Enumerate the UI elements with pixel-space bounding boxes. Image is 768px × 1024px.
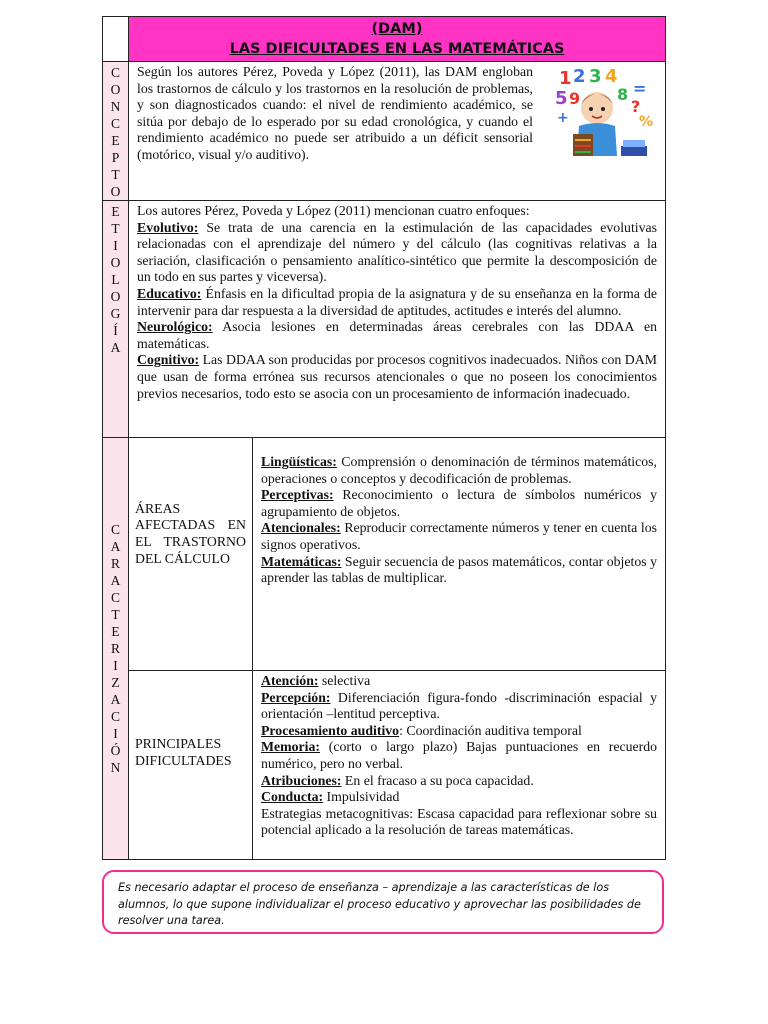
svg-text:%: % — [639, 114, 654, 130]
dificultad-term: Atención: — [261, 673, 319, 688]
side-letter: G — [110, 306, 121, 321]
area-item — [261, 487, 657, 520]
dificultad-item — [261, 673, 657, 690]
side-letter: A — [110, 539, 121, 554]
side-letter: Í — [113, 323, 118, 338]
concepto-cell — [129, 62, 666, 201]
dificultad-text: En el fracaso a su poca capacidad. — [341, 772, 534, 788]
dificultad-term: Procesamiento auditivo — [261, 722, 400, 738]
enfoque-item — [137, 352, 657, 402]
side-label-concepto — [103, 62, 129, 201]
side-letter: N — [110, 760, 121, 775]
area-term: Atencionales: — [261, 520, 341, 536]
dificultad-item — [261, 723, 657, 740]
dificultad-item — [261, 789, 657, 806]
side-letter: T — [111, 607, 120, 622]
side-letter: C — [110, 709, 120, 724]
side-letter: C — [110, 116, 120, 131]
side-letter: O — [110, 184, 121, 199]
dificultad-term: Conducta: — [261, 789, 324, 805]
side-letter: I — [113, 238, 118, 253]
side-letter: Z — [111, 675, 120, 690]
side-letter: A — [110, 573, 121, 588]
side-letter: O — [110, 255, 121, 270]
side-letter: N — [110, 99, 121, 114]
areas-cell — [253, 438, 666, 671]
dificultad-text: Diferenciación figura-fondo -discriminación espacial y orientación –lentitud perceptiva. — [261, 689, 657, 722]
enfoque-text: Se trata de una carencia en la estimulación de las capacidades evolutivas relacionadas con el aprendizaje del número y del cálculo (las cognitivas relativas a la seriación, clasificación o pensamiento analítico-sintético que permite la descomposición de un todo en sus partes y viceversa). — [137, 219, 657, 285]
area-item — [261, 520, 657, 553]
dificultad-text: Impulsividad — [323, 789, 400, 805]
dificultad-item — [261, 690, 657, 723]
enfoque-text: Las DDAA son producidas por procesos cognitivos inadecuados. Niños con DAM que usan de forma errónea sus recursos atencionales o que no poseen los conocimientos previos necesarios, todo esto se asocia con un procesamiento de información inadecuado. — [137, 352, 657, 401]
child-with-numbers-illustration — [551, 64, 655, 164]
areas-label-cell — [129, 438, 253, 671]
side-letter: O — [110, 289, 121, 304]
side-letter: E — [111, 204, 120, 219]
dificultad-text: (corto o largo plazo) Bajas puntuaciones en recuerdo numérico, pero no verbal. — [261, 739, 657, 771]
dificultades-label-cell — [129, 671, 253, 860]
areas-label: ÁREAS AFECTADAS EN EL TRASTORNO DEL CÁLCULO — [135, 500, 246, 566]
side-letter: R — [110, 641, 120, 656]
area-text: Reconocimiento o lectura de símbolos numéricos y agrupamiento de objetos. — [261, 487, 657, 519]
side-letter: L — [111, 272, 120, 287]
header-title-line2: LAS DIFICULTADES EN LAS MATEMÁTICAS — [229, 41, 565, 57]
enfoque-term: Evolutivo: — [137, 219, 199, 235]
side-label-caracterizacion — [103, 438, 129, 860]
side-label-etiologia — [103, 201, 129, 438]
svg-text:?: ? — [631, 97, 641, 116]
enfoque-term: Educativo: — [137, 285, 202, 301]
side-letter: I — [113, 726, 118, 741]
svg-text:3: 3 — [589, 66, 602, 87]
svg-text:9: 9 — [569, 89, 581, 108]
side-letter: R — [110, 556, 120, 571]
side-letter: C — [110, 590, 120, 605]
dificultad-item — [261, 806, 657, 839]
etiologia-intro: Los autores Pérez, Poveda y López (2011) mencionan cuatro enfoques: — [137, 203, 530, 218]
side-letter: O — [110, 82, 121, 97]
header-corner-cell — [103, 17, 129, 62]
enfoque-item — [137, 286, 657, 319]
enfoque-item — [137, 319, 657, 352]
svg-text:1: 1 — [559, 68, 572, 89]
svg-text:5: 5 — [555, 88, 568, 109]
svg-text:2: 2 — [573, 66, 586, 87]
side-letter: E — [111, 133, 120, 148]
concepto-text: Según los autores Pérez, Poveda y López (2011), las DAM engloban los trastornos de cálculo y los trastornos en la resolución de problemas, y son diagnosticados cuando: el nivel de rendimiento académico, se sitúa por debajo de lo esperado por su edad cronológica, y cuando el rendimiento académico no puede ser atribuido a un déficit sensorial (motórico, visual y/o auditivo). — [137, 64, 533, 162]
area-term: Perceptivas: — [261, 487, 334, 503]
enfoque-text: Énfasis en la dificultad propia de la asignatura y de su enseñanza en la forma de intervenir para dar respuesta a la diversidad de aptitudes, actitudes e interés del alumno. — [137, 285, 657, 318]
dificultades-label: PRINCIPALES DIFICULTADES — [135, 736, 232, 768]
dificultad-item — [261, 773, 657, 790]
svg-text:8: 8 — [617, 85, 629, 104]
side-letter: P — [111, 150, 120, 165]
area-term: Matemáticas: — [261, 553, 342, 569]
side-letter: C — [110, 522, 120, 537]
area-text: Seguir secuencia de pasos matemáticos, contar objetos y aprender las tablas de multiplicar. — [261, 553, 657, 586]
conclusion-note: Es necesario adaptar el proceso de enseñanza – aprendizaje a las características de los alumnos, lo que supone individualizar el proceso educativo y aprovechar las posibilidades de resolver una tarea. — [102, 870, 664, 934]
area-item — [261, 454, 657, 487]
etiologia-cell — [129, 201, 666, 438]
header-title — [129, 17, 666, 62]
side-letter: T — [111, 221, 120, 236]
dam-summary-table — [102, 16, 666, 860]
dificultad-text: selectiva — [318, 673, 371, 688]
side-letter: A — [110, 692, 121, 707]
enfoque-item — [137, 220, 657, 286]
area-term: Lingüísticas: — [261, 454, 337, 469]
dificultades-cell — [253, 671, 666, 860]
side-letter: T — [111, 167, 120, 182]
side-letter: E — [111, 624, 120, 639]
side-letter: C — [110, 65, 120, 80]
dificultad-text: Estrategias metacognitivas: Escasa capacidad para reflexionar sobre su potencial aplicado a la resolución de tareas matemáticas. — [261, 805, 657, 838]
side-letter: A — [110, 340, 121, 355]
svg-text:+: + — [557, 110, 569, 126]
svg-text:4: 4 — [605, 66, 618, 87]
svg-text:=: = — [633, 79, 647, 98]
side-letter: Ó — [110, 743, 121, 758]
dificultad-term: Atribuciones: — [261, 772, 342, 788]
dificultad-term: Percepción: — [261, 689, 331, 705]
area-text: Reproducir correctamente números y tener en cuenta los signos operativos. — [261, 520, 657, 552]
area-item — [261, 554, 657, 587]
enfoque-text: Asocia lesiones en determinadas áreas cerebrales con las DDAA en matemáticas. — [137, 319, 657, 351]
area-text: Comprensión o denominación de términos matemáticos, operaciones o conceptos y decodificación de problemas. — [261, 454, 657, 486]
header-title-line1: (DAM) — [371, 21, 423, 37]
dificultad-text: : Coordinación auditiva temporal — [399, 722, 582, 738]
enfoque-term: Neurológico: — [137, 319, 213, 335]
dificultad-term: Memoria: — [261, 739, 320, 755]
enfoque-term: Cognitivo: — [137, 352, 200, 368]
dificultad-item — [261, 739, 657, 772]
side-letter: I — [113, 658, 118, 673]
